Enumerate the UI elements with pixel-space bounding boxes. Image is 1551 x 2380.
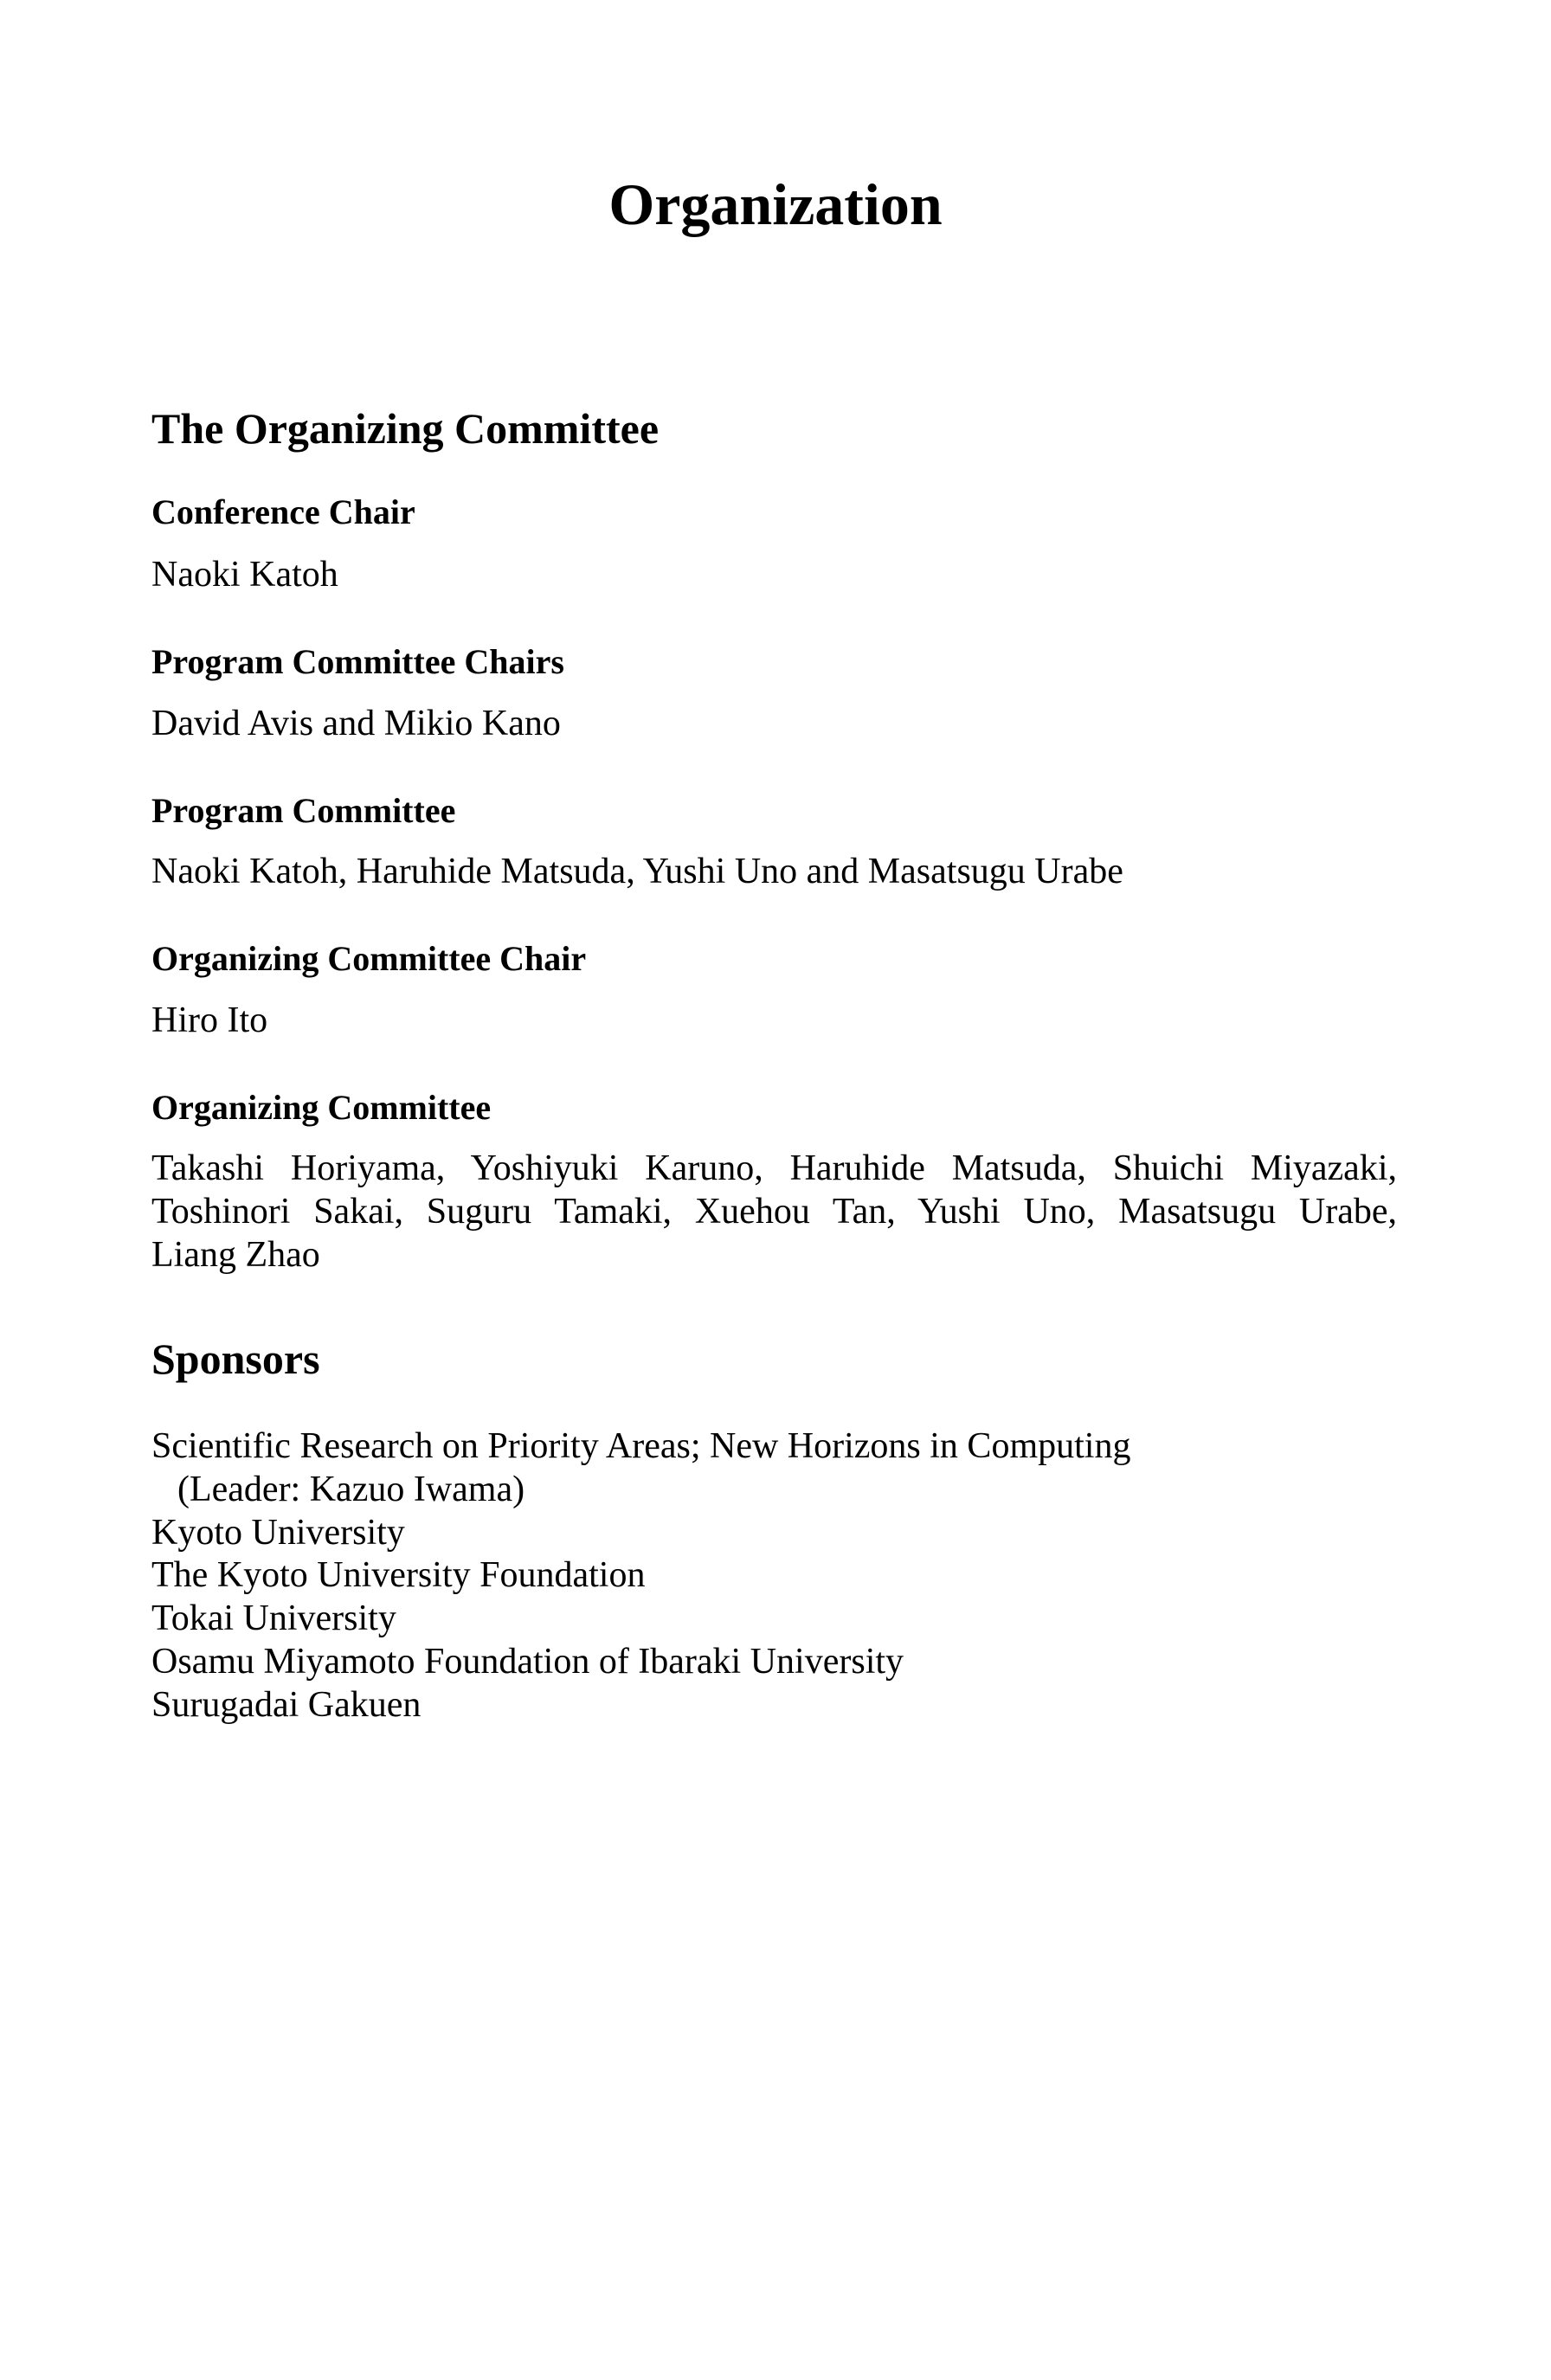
sponsor-item: Kyoto University bbox=[151, 1513, 405, 1553]
organizing-committee-label: Organizing Committee bbox=[151, 1088, 492, 1127]
sponsor-item: Scientific Research on Priority Areas; New Horizons in Computing bbox=[151, 1426, 1131, 1466]
program-committee-chairs-names: David Avis and Mikio Kano bbox=[151, 704, 561, 743]
organizing-committee-chair-names: Hiro Ito bbox=[151, 1000, 268, 1040]
sponsors-heading: Sponsors bbox=[151, 1335, 320, 1383]
organizing-committee-names-line: Liang Zhao bbox=[151, 1235, 320, 1275]
program-committee-chairs-label: Program Committee Chairs bbox=[151, 642, 564, 681]
organizing-committee-names-line: Takashi Horiyama, Yoshiyuki Karuno, Haruhide Matsuda, Shuichi Miyazaki, bbox=[151, 1148, 1397, 1188]
committee-heading: The Organizing Committee bbox=[151, 404, 660, 453]
sponsor-item: The Kyoto University Foundation bbox=[151, 1555, 646, 1595]
page-title: Organization bbox=[608, 171, 943, 237]
program-committee-names: Naoki Katoh, Haruhide Matsuda, Yushi Uno and Masatsugu Urabe bbox=[151, 852, 1123, 891]
conference-chair-label: Conference Chair bbox=[151, 492, 415, 531]
sponsor-item-continuation: (Leader: Kazuo Iwama) bbox=[177, 1470, 525, 1509]
sponsor-item: Tokai University bbox=[151, 1598, 396, 1638]
conference-chair-names: Naoki Katoh bbox=[151, 555, 338, 595]
sponsor-item: Osamu Miyamoto Foundation of Ibaraki University bbox=[151, 1642, 904, 1682]
organizing-committee-chair-label: Organizing Committee Chair bbox=[151, 939, 587, 978]
sponsor-item: Surugadai Gakuen bbox=[151, 1685, 422, 1725]
program-committee-label: Program Committee bbox=[151, 791, 456, 830]
organizing-committee-names-line: Toshinori Sakai, Suguru Tamaki, Xuehou Tan, Yushi Uno, Masatsugu Urabe, bbox=[151, 1192, 1397, 1232]
